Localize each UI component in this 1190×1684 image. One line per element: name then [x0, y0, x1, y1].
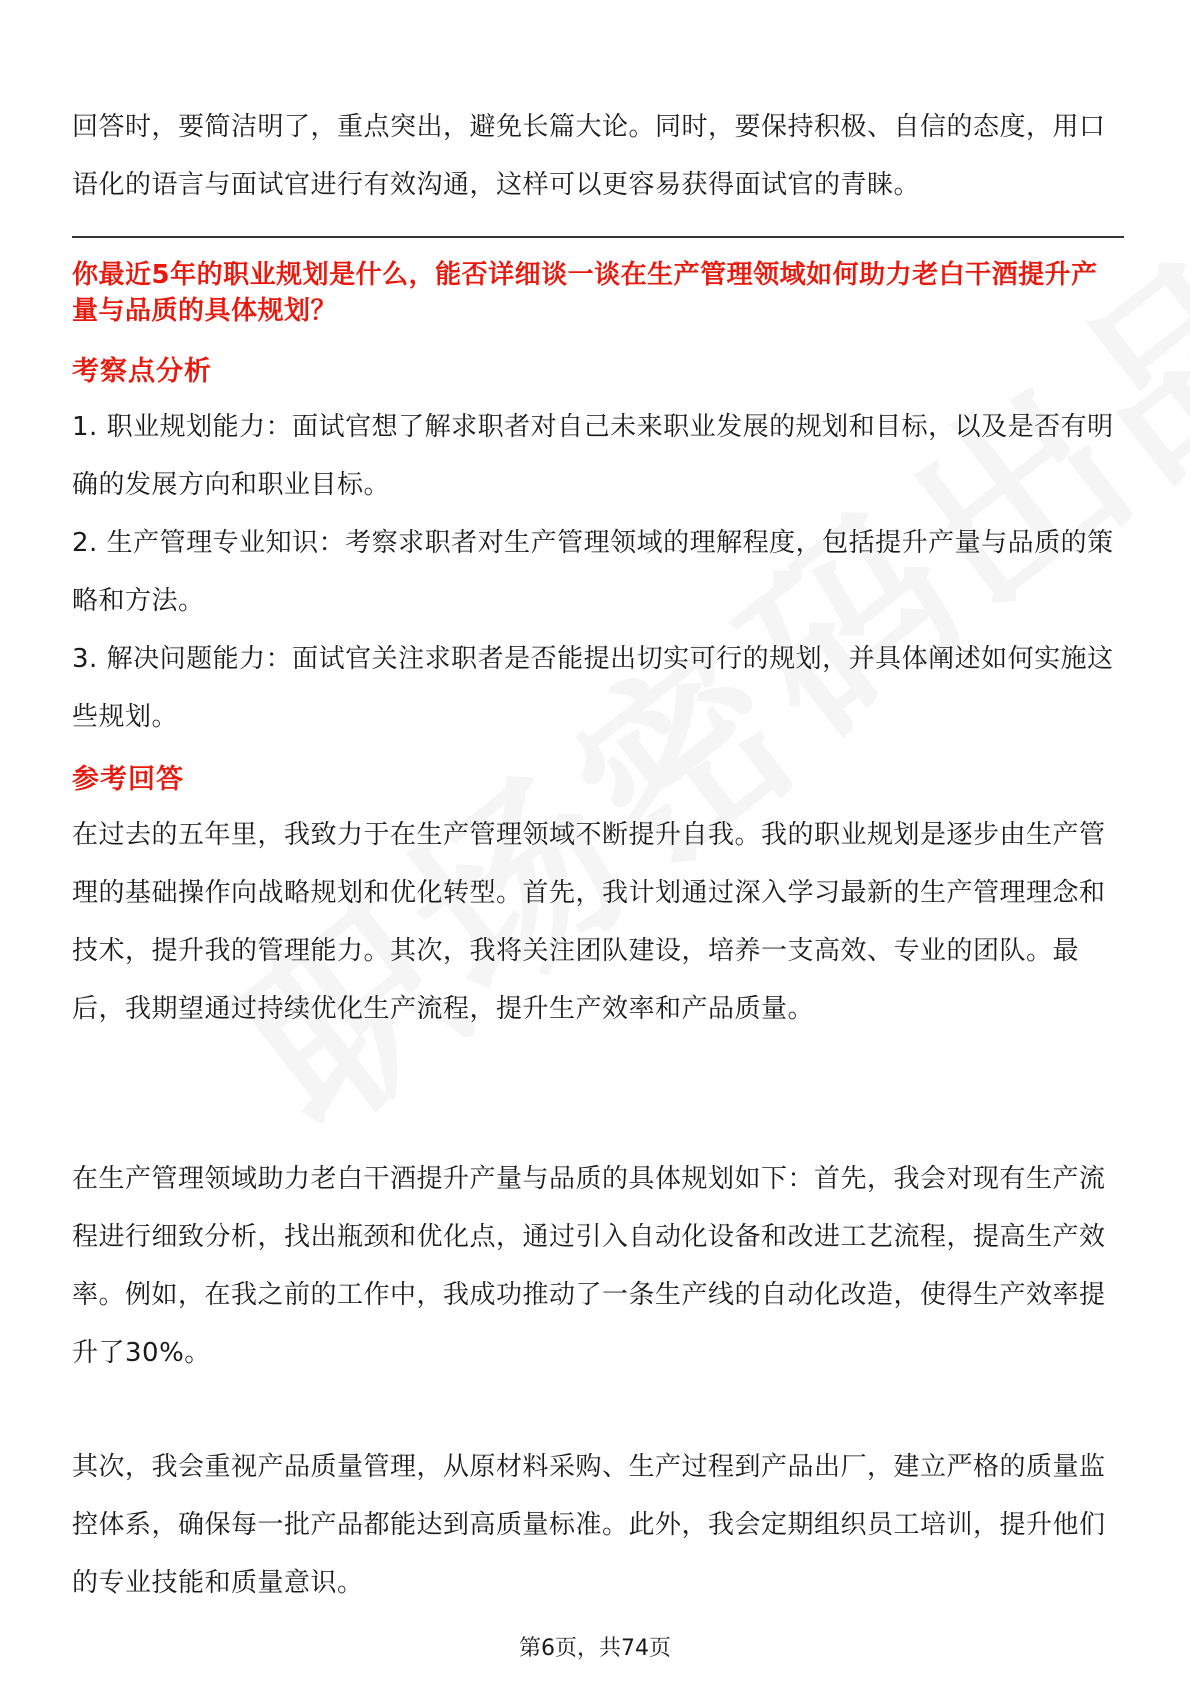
answer-paragraph: 在过去的五年里，我致力于在生产管理领域不断提升自我。我的职业规划是逐步由生产管理的基础操作向战略规划和优化转型。首先，我计划通过深入学习最新的生产管理理念和技术，提升我的管理能力。其次，我将关注团队建设，培养一支高效、专业的团队。最后，我期望通过持续优化生产流程，提升生产效率和产品质量。	[72, 820, 1106, 1024]
answer-paragraph: 在生产管理领域助力老白干酒提升产量与品质的具体规划如下：首先，我会对现有生产流程进行细致分析，找出瓶颈和优化点，通过引入自动化设备和改进工艺流程，提高生产效率。例如，在我之前的工作中，我成功推动了一条生产线的自动化改造，使得生产效率提升了30%。	[72, 1164, 1106, 1368]
document-page	[72, 0, 1124, 1684]
interview-question: 你最近5年的职业规划是什么，能否详细谈一谈在生产管理领域如何助力老白干酒提升产量与品质的具体规划？	[72, 260, 1098, 326]
analysis-item: 2. 生产管理专业知识：考察求职者对生产管理领域的理解程度，包括提升产量与品质的策略和方法。	[72, 528, 1114, 616]
analysis-heading: 考察点分析	[72, 356, 212, 387]
analysis-item: 1. 职业规划能力：面试官想了解求职者对自己未来职业发展的规划和目标，以及是否有明确的发展方向和职业目标。	[72, 412, 1114, 500]
answer-heading: 参考回答	[72, 764, 184, 795]
answer-paragraph: 其次，我会重视产品质量管理，从原材料采购、生产过程到产品出厂，建立严格的质量监控体系，确保每一批产品都能达到高质量标准。此外，我会定期组织员工培训，提升他们的专业技能和质量意识。	[72, 1452, 1106, 1598]
page-number: 第6页，共74页	[519, 1636, 671, 1661]
section-divider	[72, 236, 1124, 238]
analysis-list	[72, 398, 1122, 746]
analysis-item: 3. 解决问题能力：面试官关注求职者是否能提出切实可行的规划，并具体阐述如何实施这些规划。	[72, 644, 1114, 732]
intro-paragraph: 回答时，要简洁明了，重点突出，避免长篇大论。同时，要保持积极、自信的态度，用口语化的语言与面试官进行有效沟通，这样可以更容易获得面试官的青睐。	[72, 112, 1106, 200]
